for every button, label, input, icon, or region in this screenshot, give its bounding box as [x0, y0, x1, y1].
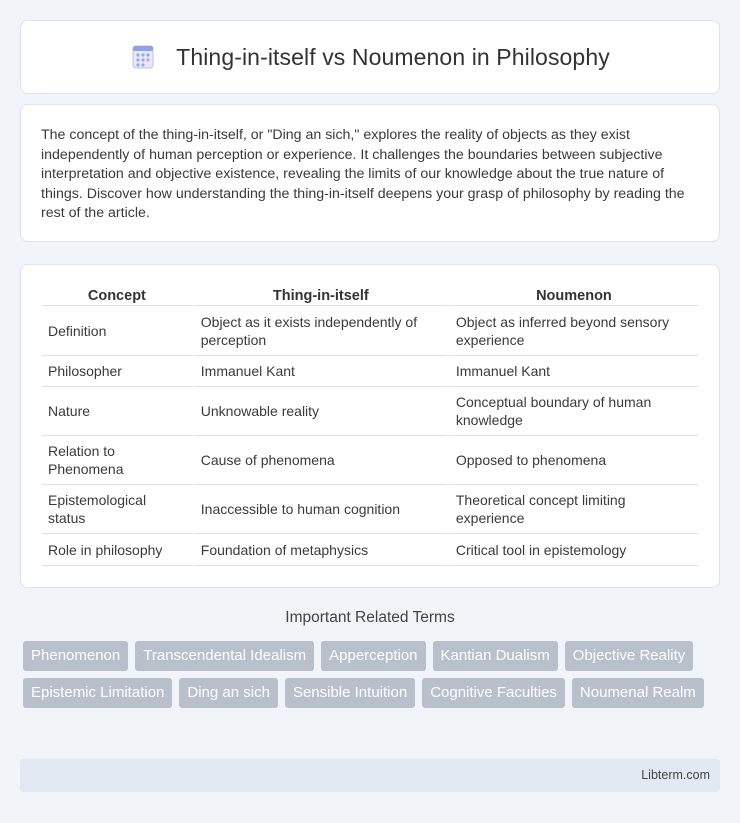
tag-apperception[interactable]: Apperception — [321, 641, 425, 671]
table-row — [42, 356, 698, 387]
comparison-table — [42, 285, 698, 566]
tag-kantian-dualism[interactable]: Kantian Dualism — [433, 641, 558, 671]
row-label: Nature — [42, 387, 192, 436]
tag-ding-an-sich[interactable]: Ding an sich — [179, 678, 278, 708]
row-label: Role in philosophy — [42, 534, 192, 566]
page-title: Thing-in-itself vs Noumenon in Philosophy — [176, 43, 610, 70]
noumenon-cell: Theoretical concept limiting experience — [447, 485, 698, 534]
noumenon-cell: Opposed to phenomena — [447, 436, 698, 485]
tag-noumenal-realm[interactable]: Noumenal Realm — [572, 678, 704, 708]
tag-epistemic-limitation[interactable]: Epistemic Limitation — [23, 678, 172, 708]
header-concept: Concept — [42, 285, 192, 306]
tag-transcendental-idealism[interactable]: Transcendental Idealism — [135, 641, 314, 671]
table-header-row — [42, 285, 698, 306]
tag-sensible-intuition[interactable]: Sensible Intuition — [285, 678, 415, 708]
table-row — [42, 387, 698, 436]
tag-objective-reality[interactable]: Objective Reality — [565, 641, 694, 671]
title-card — [20, 20, 720, 94]
intro-text: The concept of the thing-in-itself, or "Ding an sich," explores the reality of objects as they exist independently of human perception or experience. It challenges the boundaries between subjective interpretation and objective existence, revealing the limits of our knowledge about the true nature of things. Discover how understanding the thing-in-itself deepens your grasp of philosophy by reading the rest of the article. — [41, 127, 685, 222]
thing-in-itself-cell: Cause of phenomena — [192, 436, 447, 485]
noumenon-cell: Immanuel Kant — [447, 356, 698, 387]
row-label: Epistemological status — [42, 485, 192, 534]
thing-in-itself-cell: Immanuel Kant — [192, 356, 447, 387]
tag-phenomenon[interactable]: Phenomenon — [23, 641, 128, 671]
thing-in-itself-cell: Inaccessible to human cognition — [192, 485, 447, 534]
table-row — [42, 485, 698, 534]
footer-site-link[interactable]: Libterm.com — [641, 768, 710, 782]
table-row — [42, 534, 698, 566]
noumenon-cell: Object as inferred beyond sensory experience — [447, 306, 698, 356]
document-grid-icon — [130, 44, 156, 70]
table-row — [42, 436, 698, 485]
thing-in-itself-cell: Object as it exists independently of perception — [192, 306, 447, 356]
thing-in-itself-cell: Unknowable reality — [192, 387, 447, 436]
related-terms-title: Important Related Terms — [285, 609, 455, 626]
footer — [20, 759, 720, 792]
comparison-table-card — [20, 264, 720, 588]
row-label: Definition — [42, 306, 192, 356]
noumenon-cell: Critical tool in epistemology — [447, 534, 698, 566]
related-terms-list — [23, 641, 723, 708]
header-noumenon: Noumenon — [447, 285, 698, 306]
tag-cognitive-faculties[interactable]: Cognitive Faculties — [422, 678, 565, 708]
row-label: Relation to Phenomena — [42, 436, 192, 485]
intro-card — [20, 104, 720, 242]
row-label: Philosopher — [42, 356, 192, 387]
header-thing-in-itself: Thing-in-itself — [192, 285, 447, 306]
noumenon-cell: Conceptual boundary of human knowledge — [447, 387, 698, 436]
thing-in-itself-cell: Foundation of metaphysics — [192, 534, 447, 566]
table-row — [42, 306, 698, 356]
